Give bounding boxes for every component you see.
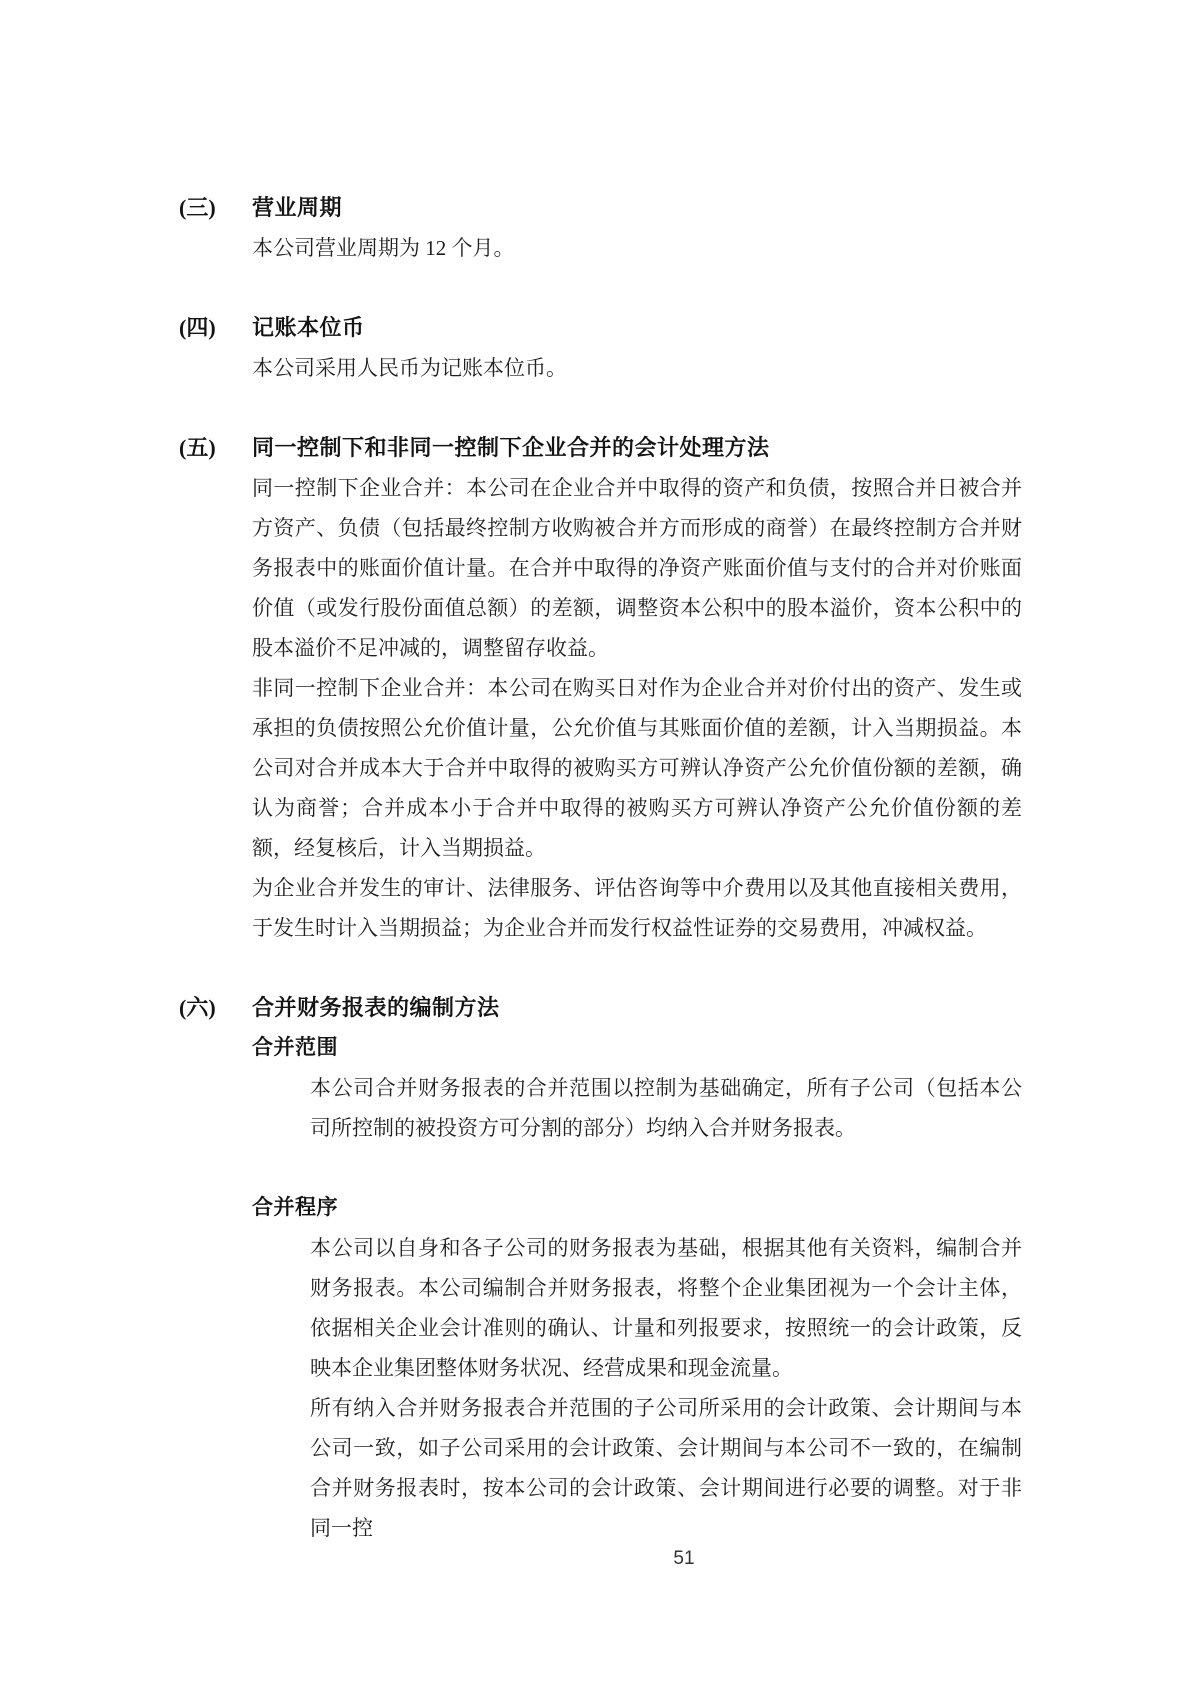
section-title: 同一控制下和非同一控制下企业合并的会计处理方法 [252, 435, 770, 460]
subsection-consolidation-scope [179, 1028, 1023, 1148]
document-content [179, 188, 1023, 1548]
subsection-body [310, 1228, 1022, 1548]
section-number: (三) [179, 195, 216, 220]
section-title: 合并财务报表的编制方法 [252, 995, 500, 1020]
paragraph: 所有纳入合并财务报表合并范围的子公司所采用的会计政策、会计期间与本公司一致，如子公司采用的会计政策、会计期间与本公司不一致的，在编制合并财务报表时，按本公司的会计政策、会计期间进行必要的调整。对于非同一控 [310, 1396, 1022, 1540]
section-title: 记账本位币 [252, 315, 365, 340]
subsection-body [310, 1068, 1022, 1148]
section-number: (六) [179, 995, 216, 1020]
section-body [252, 468, 1022, 948]
paragraph: 为企业合并发生的审计、法律服务、评估咨询等中介费用以及其他直接相关费用，于发生时计入当期损益；为企业合并而发行权益性证券的交易费用，冲减权益。 [252, 876, 1022, 940]
section-body [252, 348, 1022, 388]
section-heading [179, 188, 1023, 228]
page-number: 51 [673, 1548, 695, 1569]
paragraph: 非同一控制下企业合并：本公司在购买日对作为企业合并对价付出的资产、发生或承担的负债按照公允价值计量，公允价值与其账面价值的差额，计入当期损益。本公司对合并成本大于合并中取得的被购买方可辨认净资产公允价值份额的差额，确认为商誉；合并成本小于合并中取得的被购买方可辨认净资产公允价值份额的差额，经复核后，计入当期损益。 [252, 676, 1022, 860]
section-number: (四) [179, 315, 216, 340]
section-heading [179, 308, 1023, 348]
section-business-combinations [179, 428, 1023, 948]
paragraph: 本公司营业周期为 12 个月。 [252, 236, 515, 260]
section-title: 营业周期 [252, 195, 343, 220]
subsection-consolidation-procedure [179, 1188, 1023, 1548]
section-operating-cycle [179, 188, 1023, 268]
section-number: (五) [179, 435, 216, 460]
subsection-title: 合并程序 [252, 1196, 338, 1219]
paragraph: 同一控制下企业合并：本公司在企业合并中取得的资产和负债，按照合并日被合并方资产、负债（包括最终控制方收购被合并方而形成的商誉）在最终控制方合并财务报表中的账面价值计量。在合并中取得的净资产账面价值与支付的合并对价账面价值（或发行股份面值总额）的差额，调整资本公积中的股本溢价，资本公积中的股本溢价不足冲减的，调整留存收益。 [252, 476, 1022, 660]
section-functional-currency [179, 308, 1023, 388]
section-heading [179, 428, 1023, 468]
paragraph: 本公司以自身和各子公司的财务报表为基础，根据其他有关资料，编制合并财务报表。本公司编制合并财务报表，将整个企业集团视为一个会计主体，依据相关企业会计准则的确认、计量和列报要求，按照统一的会计政策，反映本企业集团整体财务状况、经营成果和现金流量。 [310, 1236, 1022, 1380]
paragraph: 本公司采用人民币为记账本位币。 [252, 356, 567, 380]
paragraph: 本公司合并财务报表的合并范围以控制为基础确定，所有子公司（包括本公司所控制的被投资方可分割的部分）均纳入合并财务报表。 [310, 1076, 1022, 1140]
section-body [252, 228, 1022, 268]
subsection-title: 合并范围 [252, 1036, 338, 1059]
section-consolidated-statements [179, 988, 1023, 1548]
section-heading [179, 988, 1023, 1028]
